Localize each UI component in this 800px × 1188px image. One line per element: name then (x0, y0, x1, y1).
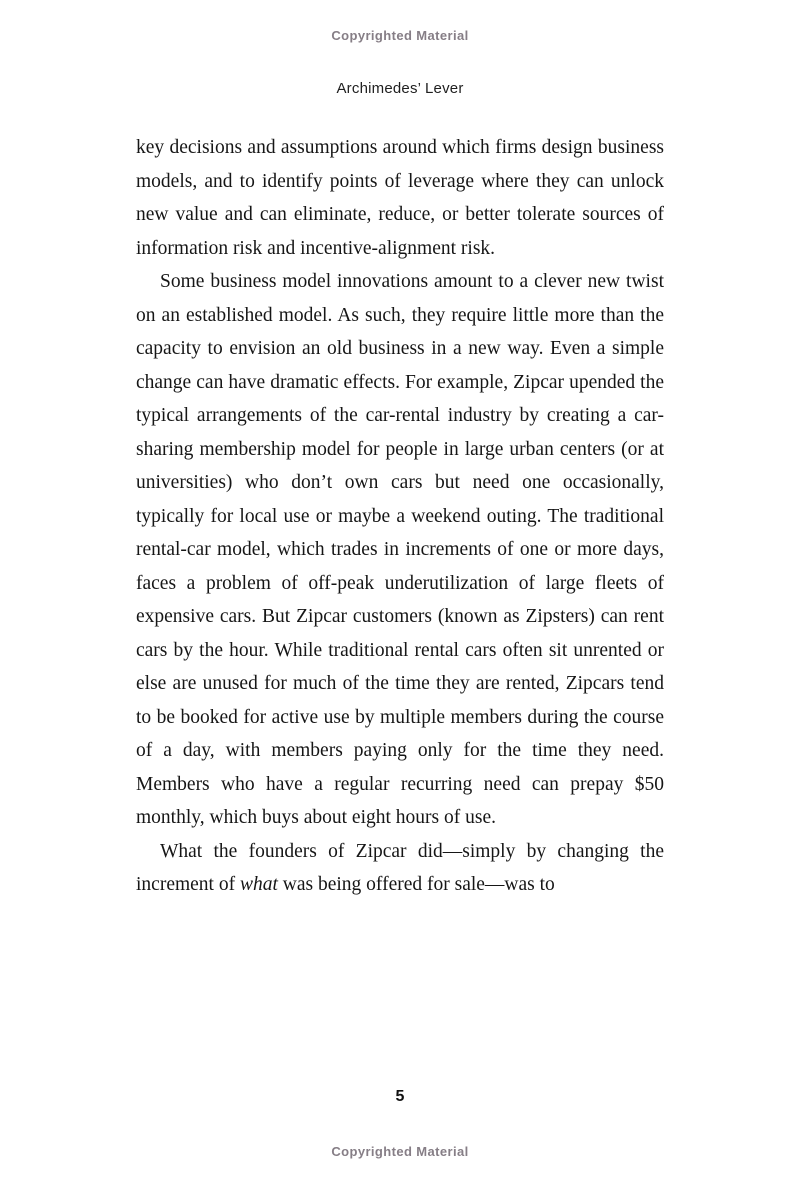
paragraph-1: key decisions and assumptions around which firms design business models, and to identify points of leverage where they can unlock new value and can eliminate, reduce, or better tolerate sources of information risk and incentive-alignment risk. (136, 137, 664, 259)
paragraph-3-italic-word: what (239, 874, 278, 895)
paragraph-3-text-after: was being offered for sale—was to (277, 874, 555, 895)
body-text (136, 131, 664, 902)
paragraph-3 (136, 835, 664, 902)
paragraph-3-text-before: What the founders of Zipcar did—simply by changing the increment of (136, 840, 664, 895)
copyright-notice-bottom: Copyrighted Material (331, 1144, 469, 1159)
running-header: Archimedes’ Lever (336, 80, 464, 97)
copyright-notice-top: Copyrighted Material (331, 28, 469, 43)
page-number: 5 (395, 1088, 405, 1105)
paragraph-2: Some business model innovations amount to a clever new twist on an established model. As such, they require little more than the capacity to envision an old business in a new way. Even a simple change can have dramatic effects. For example, Zipcar upended the typical arrangements of the car-rental industry by creating a car-sharing membership model for people in large urban centers (or at universities) who don’t own cars but need one occasionally, typically for local use or maybe a weekend outing. The traditional rental-car model, which trades in increments of one or more days, faces a problem of off-peak underutilization of large fleets of expensive cars. But Zipcar customers (known as Zipsters) can rent cars by the hour. While traditional rental cars often sit unrented or else are unused for much of the time they are rented, Zipcars tend to be booked for active use by multiple members during the course of a day, with members paying only for the time they need. Members who have a regular recurring need can prepay $50 monthly, which buys about eight hours of use. (136, 271, 664, 828)
